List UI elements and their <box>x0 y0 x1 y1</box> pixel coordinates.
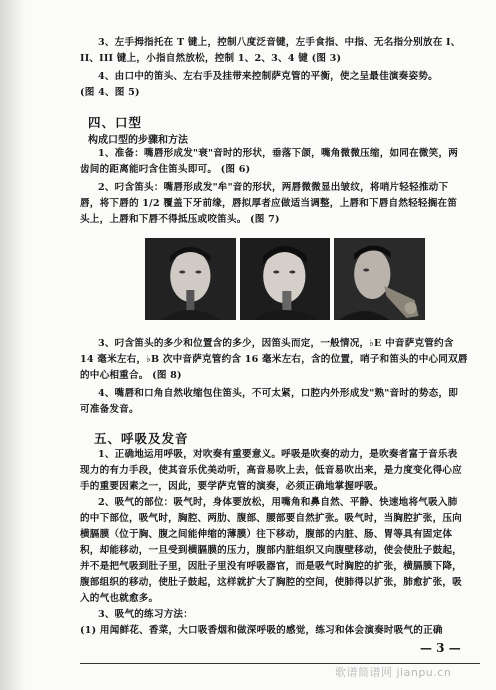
breathing-paragraph-1 <box>80 447 470 495</box>
text-line: 3、吸气的练习方法： <box>98 609 194 620</box>
text-line: 齿间的距离能叼含住笛头即可。 (图 6) <box>80 164 251 175</box>
text-line: II、III 键上，小指自然放松，控制 1、2、3、4 键 (图 3) <box>80 53 342 64</box>
watermark: 歌谱简谱网 jianpu.cn <box>335 666 452 679</box>
mouth-paragraph-1 <box>80 146 470 178</box>
text-line: 头上，上唇和下唇不得抵压或咬笛头。 (图 7) <box>80 214 280 225</box>
breathing-paragraph-3 <box>80 607 470 623</box>
text-line: 1、正确地运用呼吸，对吹奏有重要意义。呼吸是吹奏的动力，是吹奏者富于音乐表 <box>98 449 458 460</box>
text-line: (图 4、图 5) <box>80 87 140 98</box>
embouchure-photos <box>145 238 425 320</box>
text-line: (1) 用闻鲜花、香菜，大口吸香烟和做深呼吸的感觉，练习和体会演奏时吸气的正确 <box>80 625 443 636</box>
text-line: 并不是把气吸到肚子里，因肚子里没有呼吸器官，而是吸气时胸腔的扩张，横膈膜下降， <box>80 561 462 572</box>
breathing-paragraph-4 <box>80 623 470 639</box>
text-line: 的中下部位，吸气时，胸腔、两肋、腹部、腰部要自然扩张。吸气时，当胸腔扩张，压向 <box>80 513 462 524</box>
text-line: 3、叼含笛头的多少和位置含的多少，因笛头而定，一般情况，♭E 中音萨克管约含 <box>98 338 454 349</box>
breathing-paragraph-2 <box>80 495 470 607</box>
text-line: 14 毫米左右，♭B 次中音萨克管约含 16 毫米左右，含的位置，哨子和笛头的中心同双唇 <box>80 354 468 365</box>
text-line: 手的重要因素之一，因此，要学萨克管的演奏，必须正确地掌握呼吸。 <box>80 481 384 492</box>
embouchure-photo-profile <box>334 238 425 320</box>
embouchure-photo-front <box>145 238 236 320</box>
section-heading-breathing: 五、呼吸及发音 <box>94 431 189 446</box>
mouth-paragraph-3 <box>80 336 470 384</box>
mouth-paragraph-4 <box>80 386 470 418</box>
text-line: 3、左手拇指托在 T 键上，控制八度泛音键，左手食指、中指、无名指分别放在 I、 <box>98 37 461 48</box>
text-line: 入的气也就愈多。 <box>80 593 159 604</box>
text-line: 的中心相重合。 (图 8) <box>80 370 182 381</box>
text-line: 2、吸气的部位：吸气时，身体要放松，用嘴角和鼻自然、平静、快速地将气吸入肺 <box>98 497 458 508</box>
intro-paragraph-2 <box>80 69 470 101</box>
text-line: 4、嘴唇和口角自然收缩包住笛头，不可太紧，口腔内外形成发"熟"音时的势态，即 <box>98 388 459 399</box>
section-heading-mouth-shape: 四、口型 <box>88 115 143 130</box>
text-line: 积，却能移动，一旦受到横膈膜的压力，腹部内脏组织又向腹壁移动，使会使肚子鼓起， <box>80 545 462 556</box>
page-number: — 3 — <box>420 641 461 655</box>
text-line: 现力的有力手段，使其音乐优美动听，高音易吹上去，低音易吹出来，是力度变化得心应 <box>80 465 462 476</box>
embouchure-photo-side <box>240 238 331 320</box>
text-line: 4、由口中的笛头、左右手及挂带来控制萨克管的平衡，使之呈最佳演奏姿势。 <box>98 71 438 82</box>
intro-paragraph-1 <box>80 35 470 67</box>
text-line: 横膈膜（位于胸、腹之间能伸缩的薄膜）往下移动，腹部的内脏、肠、胃等具有固定体 <box>80 529 453 540</box>
section-subheading: 构成口型的步骤和方法 <box>88 135 188 146</box>
text-line: 腹部组织的移动，使肚子鼓起，这样就扩大了胸腔的空间，使肺得以扩张，肺愈扩张，吸 <box>80 577 462 588</box>
text-line: 可准备发音。 <box>80 404 139 415</box>
mouth-paragraph-2 <box>80 180 470 228</box>
text-line: 2、叼含笛头：嘴唇形成发"牟"音的形状，两唇微微显出皱纹，将哨片轻轻推动下 <box>98 182 449 193</box>
text-line: 1、准备：嘴唇形成发"衰"音时的形状，垂落下颌，嘴角微微压缩，如同在微笑，两 <box>98 148 459 159</box>
scan-edge-shadow <box>0 0 26 690</box>
text-line: 唇，将下唇的 1/2 覆盖下牙前缘，唇拟厚者应做适当调整，上唇和下唇自然轻轻搁在笛 <box>80 198 458 209</box>
